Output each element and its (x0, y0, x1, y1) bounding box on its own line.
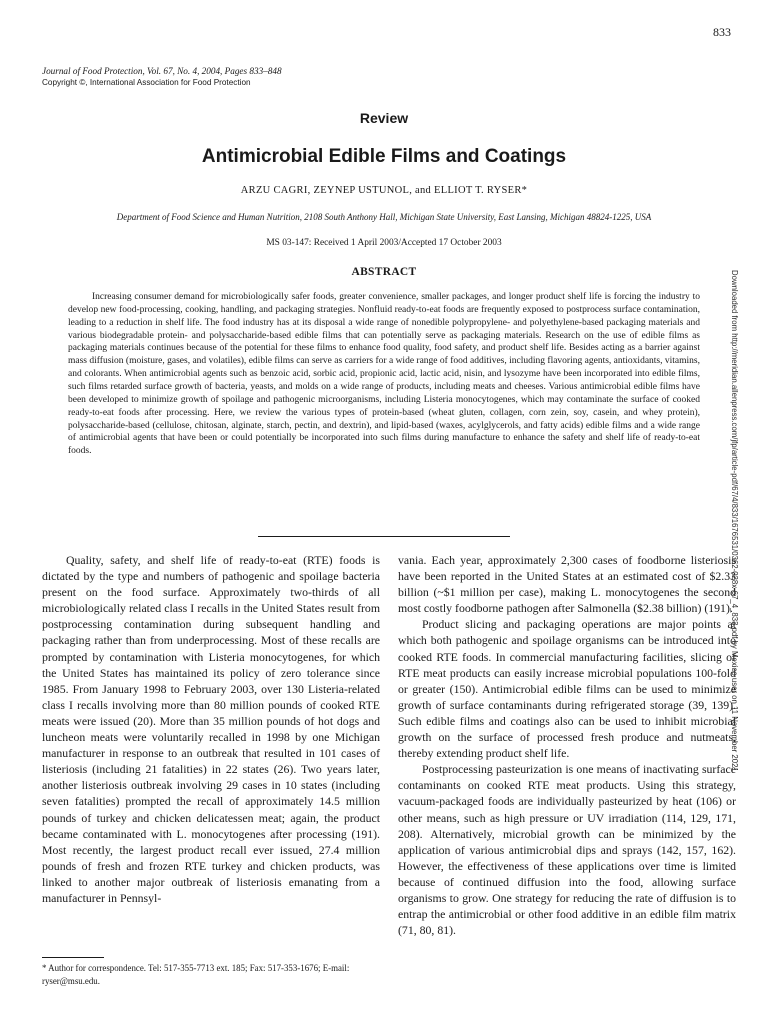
body-paragraph: Product slicing and packaging operations are major points at which both pathogenic and spoilage organisms can be introduced into cooked RTE foods. In commercial manufacturing facilities, slicing of RTE meat products can easily increase microbial populations 100-fold or greater (150). Antimicrobial edible films can be used to minimize growth of surface contaminants during refrigerated storage (39, 139). Such edible films and coatings also can be used to inhibit microbial growth on the surface of processed fresh produce and nutmeats, thereby extending product shelf life. (398, 617, 736, 761)
abstract-heading: ABSTRACT (351, 266, 417, 278)
download-watermark-text: Downloaded from http://meridian.allenpress.com/jfp/article-pdf/67/4/833/1676531/0362-028x-67_4_833.pdf by Mexico user on 11 November 2021 (730, 270, 739, 772)
section-divider (258, 536, 510, 537)
section-label: Review (359, 110, 409, 126)
copyright-notice: Copyright ©, International Association for Food Protection (42, 78, 251, 87)
body-paragraph: Postprocessing pasteurization is one means of inactivating surface contaminants on cooked RTE meat products. Using this strategy, vacuum-packaged foods are individually pasteurized by heat (106) or other means, such as high pressure or UV irradiation (114, 129, 171, 208). Alternatively, microbial growth can be minimized by the application of various antimicrobial dips and sprays (142, 157, 162). However, the effectiveness of these applications over time is limited because of continued diffusion into the food, allowing surface organisms to grow. One strategy for reducing the rate of diffusion is to entrap the antimicrobial or other food additive in an edible film matrix (71, 80, 81). (398, 762, 736, 938)
abstract-paragraph: Increasing consumer demand for microbiologically safer foods, greater convenience, smaller packages, and longer product shelf life is forcing the industry to develop new food-processing, cooking, handling, and packaging strategies. Nonfluid ready-to-eat foods are frequently exposed to postprocess surface contamination, leading to a reduction in shelf life. The food industry has at its disposal a wide range of nonedible polypropylene- and polyethylene-based packaging materials and various biodegradable protein- and polysaccharide-based edible films that can potentially serve as packaging materials. Research on the use of edible films as packaging materials continues because of the potential for these films to enhance food quality, food safety, and product shelf life. Besides acting as a barrier against mass diffusion (moisture, gases, and volatiles), edible films can serve as carriers for a wide range of food additives, including flavoring agents, antioxidants, vitamins, and colorants. When antimicrobial agents such as benzoic acid, sorbic acid, propionic acid, lactic acid, nisin, and lysozyme have been incorporated into edible films, such films retarded surface growth of bacteria, yeasts, and molds on a wide range of products, including meats and cheeses. Various antimicrobial edible films have been developed to minimize growth of spoilage and pathogenic microorganisms, including Listeria monocytogenes, which may contaminate the surface of cooked ready-to-eat foods after processing. Here, we review the various types of protein-based (wheat gluten, collagen, corn zein, soy, casein, and whey protein), polysaccharide-based (cellulose, chitosan, alginate, starch, pectin, and dextrin), and lipid-based (waxes, acylglycerols, and fatty acids) edible films and a wide range of antimicrobial agents that have been or could potentially be incorporated into such films during manufacture to enhance the safety and shelf life of ready-to-eat foods. (68, 292, 700, 457)
article-title: Antimicrobial Edible Films and Coatings (201, 146, 567, 167)
body-paragraph: vania. Each year, approximately 2,300 cases of foodborne listeriosis have been reported in the United States at an estimated cost of $2.33 billion (~$1 million per case), making L. monocytogenes the second most costly foodborne pathogen after Salmonella ($2.38 billion) (191). (398, 553, 736, 616)
author-affiliation: Department of Food Science and Human Nutrition, 2108 South Anthony Hall, Michigan State University, East Lansing, Michigan 48824-1225, USA (116, 212, 652, 222)
body-right-column (398, 552, 736, 938)
body-left-column (42, 552, 380, 906)
correspondence-footnote: * Author for correspondence. Tel: 517-355-7713 ext. 185; Fax: 517-353-1676; E-mail: ryser@msu.edu. (42, 963, 350, 986)
journal-citation: Journal of Food Protection, Vol. 67, No. 4, 2004, Pages 833–848 (42, 66, 282, 76)
abstract-body (68, 291, 700, 458)
footnote-divider (42, 957, 104, 958)
manuscript-dates: MS 03-147: Received 1 April 2003/Accepted 17 October 2003 (266, 238, 502, 248)
author-list: ARZU CAGRI, ZEYNEP USTUNOL, and ELLIOT T. RYSER* (240, 185, 528, 196)
body-paragraph: Quality, safety, and shelf life of ready-to-eat (RTE) foods is dictated by the type and numbers of pathogenic and spoilage bacteria present on the food surface. Approximately two-thirds of all microbiologically related class I recalls in the United States result from postprocessing contamination during subsequent handling and packaging rather than from underprocessing. Most of these recalls are prompted by contamination with Listeria monocytogenes, for which the United States has maintained its policy of zero tolerance since 1985. From January 1998 to February 2003, over 130 Listeria-related class I recalls involving more than 80 million pounds of cooked RTE meats were issued (20). More than 35 million pounds of hot dogs and luncheon meats were voluntarily recalled in 1998 by one Michigan manufacturer in response to an outbreak that resulted in 101 cases of listeriosis (including 21 fatalities) in 22 states (26). Two years later, another listeriosis outbreak involving 29 cases in 10 states (including seven fatalities) prompted the recall of approximately 14.5 million pounds of turkey and chicken delicatessen meat; again, the product became contaminated with L. monocytogenes after processing (191). Most recently, the largest product recall ever issued, 27.4 million pounds of fresh and frozen RTE turkey and chicken products, was linked to another major outbreak of listeriosis emanating from a manufacturer in Pennsyl- (42, 553, 380, 905)
page-number: 833 (713, 25, 731, 39)
